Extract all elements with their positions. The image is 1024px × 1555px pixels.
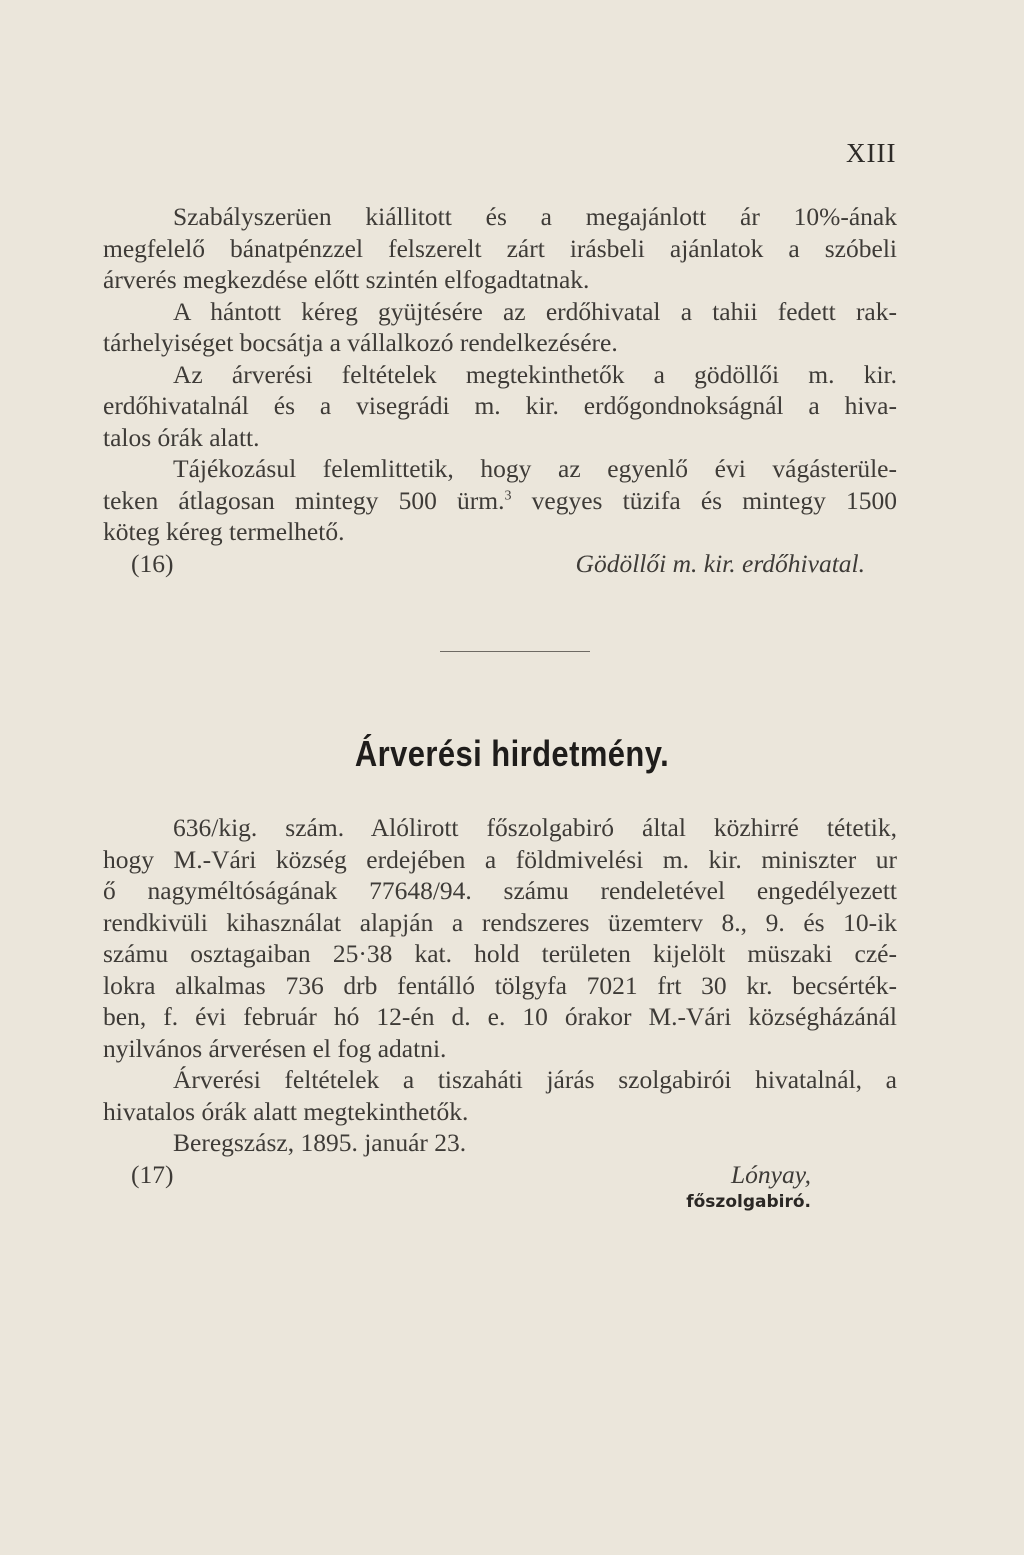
signature-row [103,548,897,580]
notice-16 [103,201,897,579]
text-line: árverés megkezdése előtt szintén elfogadtatnak. [103,265,590,294]
notice-17 [103,812,897,1214]
page-number: XIII [846,138,897,168]
signature: Lónyay, [730,1159,811,1189]
text-line: talos órák alatt. [103,422,260,452]
notice-number: (17) [131,1159,174,1189]
text-line: 636/kig. szám. Alólirott főszolgabiró által közhirré tétetik, [173,813,897,842]
text-line: köteg kéreg termelhető. [103,517,345,546]
text-line: Szabályszerüen kiállitott és a megajánlott ár 10%-ának [173,202,897,231]
superscript: 3 [504,488,512,503]
text-line: lokra alkalmas 736 drb fentálló tölgyfa 7021 frt 30 kr. becsérték- [103,970,897,1000]
signature-row [103,1159,897,1191]
text-line: ő nagyméltóságának 77648/94. számu rendeletével engedélyezett [103,876,897,905]
notice-number: (16) [131,548,174,578]
text-line: ben, f. évi február hó 12-én d. e. 10 órakor M.-Vári községházánál [103,1002,897,1031]
text-line: hivatalos órák alatt megtekinthetők. [103,1096,469,1126]
text-line: Tájékozásul felemlittetik, hogy az egyenlő évi vágásterüle- [173,454,897,483]
text-line: nyilvános árverésen el fog adatni. [103,1033,447,1063]
text-line [103,485,897,517]
text-line: A hántott kéreg gyüjtésére az erdőhivatal a tahii fedett rak- [173,296,897,326]
text-segment: vegyes tüzifa és mintegy 1500 [511,485,898,515]
signature: Gödöllői m. kir. erdőhivatal. [575,548,865,578]
signature-title: főszolgabiró. [686,1192,811,1212]
text-line: hogy M.-Vári község erdejében a földmivelési m. kir. miniszter ur [103,844,897,874]
divider [440,651,590,652]
text-line: rendkivüli kihasználat alapján a rendszeres üzemterv 8., 9. és 10-ik [103,907,897,937]
text-line: Beregszász, 1895. január 23. [173,1128,467,1157]
text-line: erdőhivatalnál és a visegrádi m. kir. erdőgondnokságnál a hiva- [103,391,897,420]
text-line: tárhelyiséget bocsátja a vállalkozó rendelkezésére. [103,328,618,357]
text-line: számu osztagaiban 25·38 kat. hold területen kijelölt müszaki czé- [103,939,897,968]
text-line: Árverési feltételek a tiszaháti járás szolgabirói hivatalnál, a [173,1065,897,1094]
text-segment: teken átlagosan mintegy 500 ürm. [103,485,505,515]
section-heading: Árverési hirdetmény. [354,733,670,774]
text-line: megfelelő bánatpénzzel felszerelt zárt irásbeli ajánlatok a szóbeli [103,233,897,263]
text-line: Az árverési feltételek megtekinthetők a gödöllői m. kir. [173,359,897,389]
